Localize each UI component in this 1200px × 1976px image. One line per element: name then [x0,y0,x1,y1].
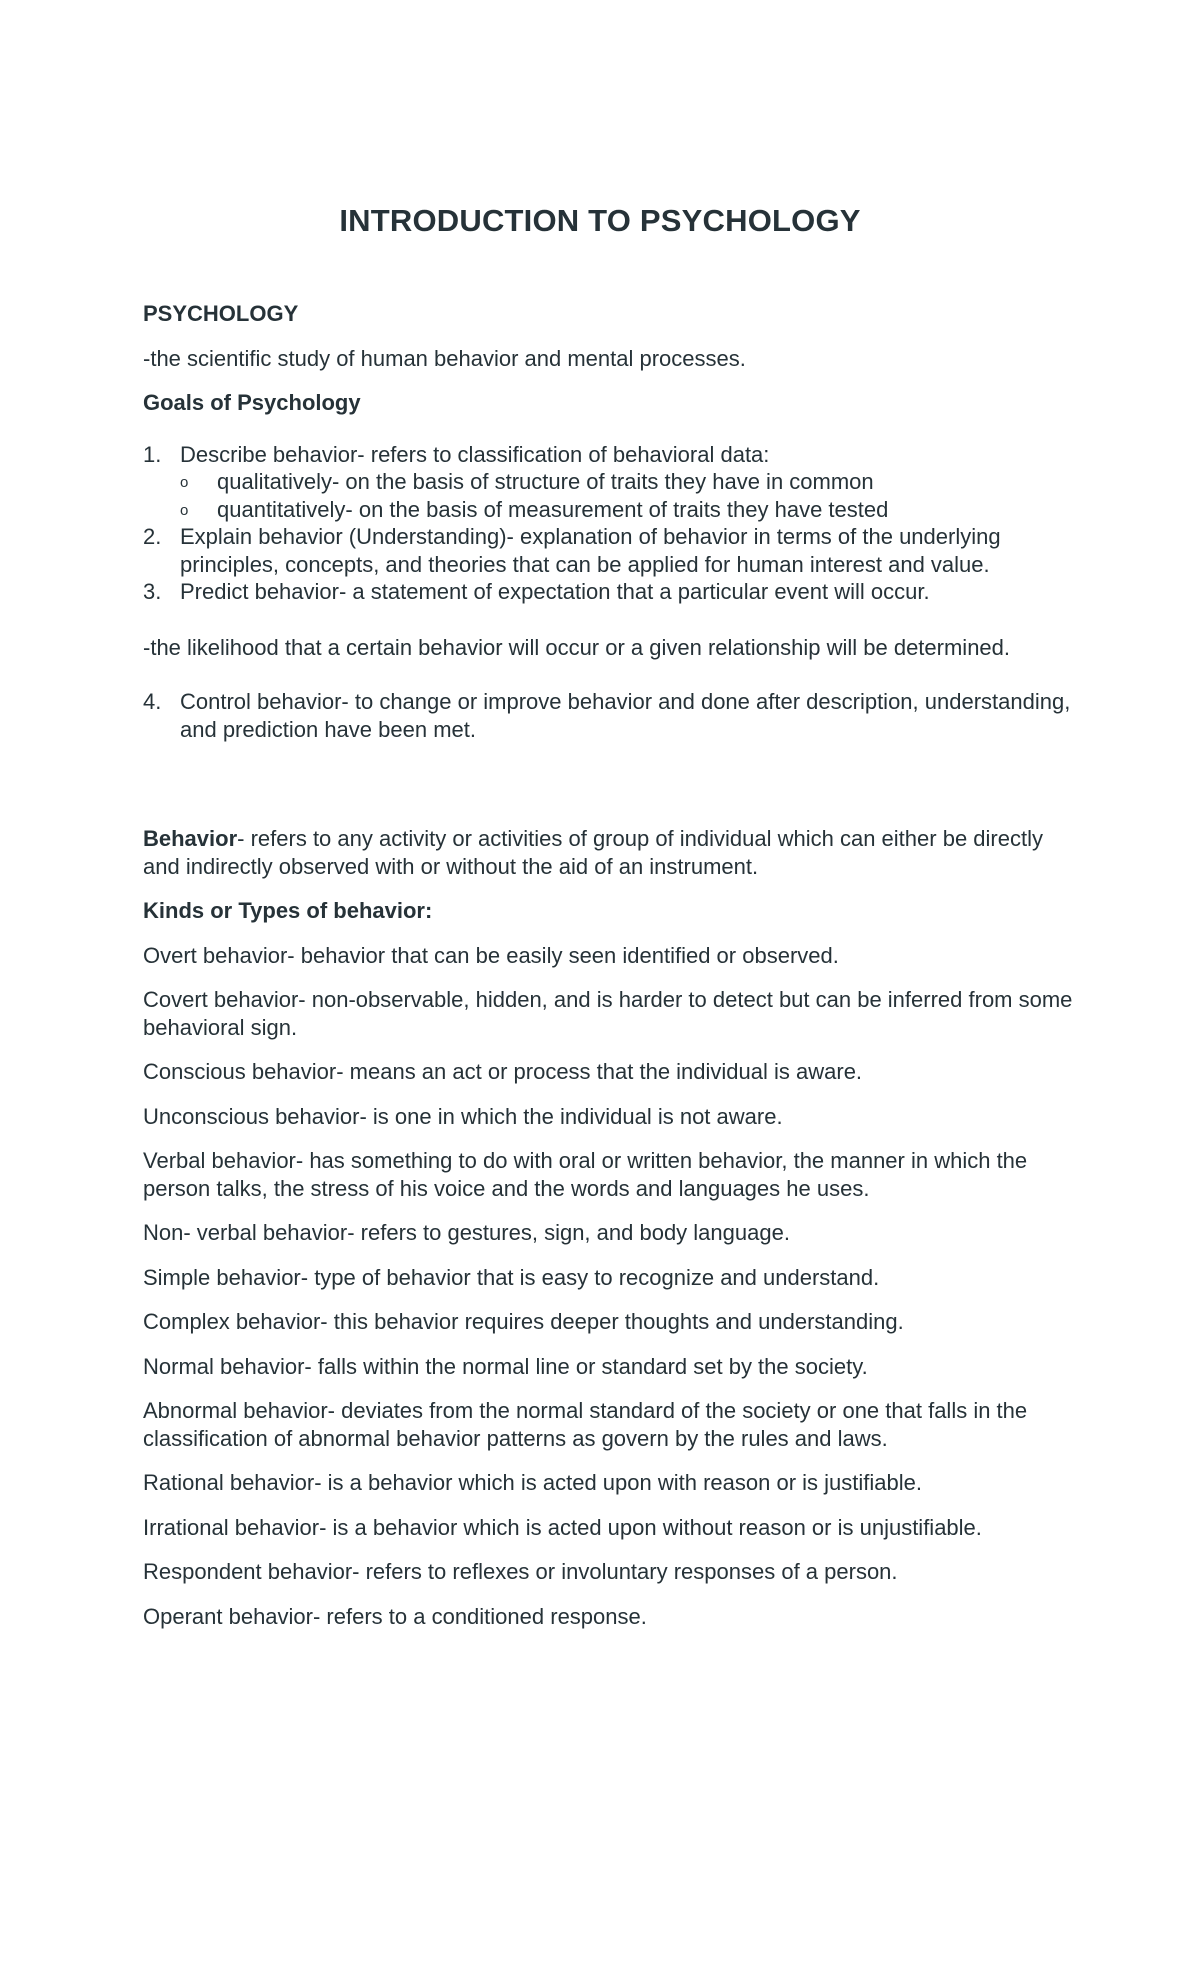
kinds-list [143,942,1073,1631]
behavior-definition: - refers to any activity or activities of group of individual which can either be directly and indirectly observed with or without the aid of an instrument. [143,826,1043,879]
kind-item-overt: Overt behavior- behavior that can be easily seen identified or observed. [143,942,839,968]
kind-item-normal: Normal behavior- falls within the normal line or standard set by the society. [143,1353,868,1379]
psychology-definition: -the scientific study of human behavior and mental processes. [143,345,746,371]
goals-heading: Goals of Psychology [143,390,361,415]
goal-item-describe [143,441,1073,469]
goal-text: Predict behavior- a statement of expectation that a particular event will occur. [180,579,930,604]
kind-item-rational: Rational behavior- is a behavior which is acted upon with reason or is justifiable. [143,1470,922,1495]
page-title: INTRODUCTION TO PSYCHOLOGY [339,203,861,238]
kind-item-irrational: Irrational behavior- is a behavior which is acted upon without reason or is unjustifiable. [143,1514,982,1540]
behavior-term: Behavior [143,826,238,851]
goal-text: Explain behavior (Understanding)- explanation of behavior in terms of the underlying principles, concepts, and theories that can be applied for human interest and value. [180,524,1001,577]
kind-item-simple: Simple behavior- type of behavior that is easy to recognize and understand. [143,1264,880,1290]
goal-text: Control behavior- to change or improve behavior and done after description, understanding, and prediction have been met. [180,689,1071,742]
predict-note: -the likelihood that a certain behavior will occur or a given relationship will be determined. [143,634,1011,660]
goal-number: 1. [143,441,162,467]
kind-item-complex: Complex behavior- this behavior requires deeper thoughts and understanding. [143,1309,904,1334]
goals-list [143,441,1073,606]
psychology-heading: PSYCHOLOGY [143,301,299,326]
kind-item-nonverbal: Non- verbal behavior- refers to gestures, sign, and body language. [143,1220,790,1245]
circle-bullet-icon: o [180,501,189,519]
behavior-definition-paragraph [143,825,1073,880]
document-body [143,300,1073,1630]
kind-item-conscious: Conscious behavior- means an act or process that the individual is aware. [143,1059,863,1084]
goal-item-control [143,688,1073,743]
goal-item-predict [143,578,1073,606]
kind-item-respondent: Respondent behavior- refers to reflexes or involuntary responses of a person. [143,1559,898,1584]
subitem-text: qualitatively- on the basis of structure of traits they have in common [217,469,874,494]
kind-item-covert: Covert behavior- non-observable, hidden, and is harder to detect but can be inferred from some behavioral sign. [143,987,1073,1040]
goal-item-explain [143,523,1073,578]
kind-item-abnormal: Abnormal behavior- deviates from the normal standard of the society or one that falls in the classification of abnormal behavior patterns as govern by the rules and laws. [143,1398,1028,1451]
goal-subitem-qualitatively [143,468,1073,496]
kinds-heading: Kinds or Types of behavior: [143,898,433,923]
goal-number: 3. [143,579,162,604]
kind-item-unconscious: Unconscious behavior- is one in which the individual is not aware. [143,1103,783,1129]
circle-bullet-icon: o [180,474,189,491]
goals-list-continued [143,688,1073,743]
goal-text: Describe behavior- refers to classification of behavioral data: [180,441,770,467]
kind-item-operant: Operant behavior- refers to a conditioned response. [143,1603,647,1629]
goal-number: 2. [143,524,162,549]
goal-number: 4. [143,689,162,714]
goal-subitem-quantitatively [143,496,1073,524]
kind-item-verbal: Verbal behavior- has something to do with oral or written behavior, the manner in which the person talks, the stress of his voice and the words and languages he uses. [143,1148,1028,1201]
subitem-text: quantitatively- on the basis of measurement of traits they have tested [217,496,889,522]
